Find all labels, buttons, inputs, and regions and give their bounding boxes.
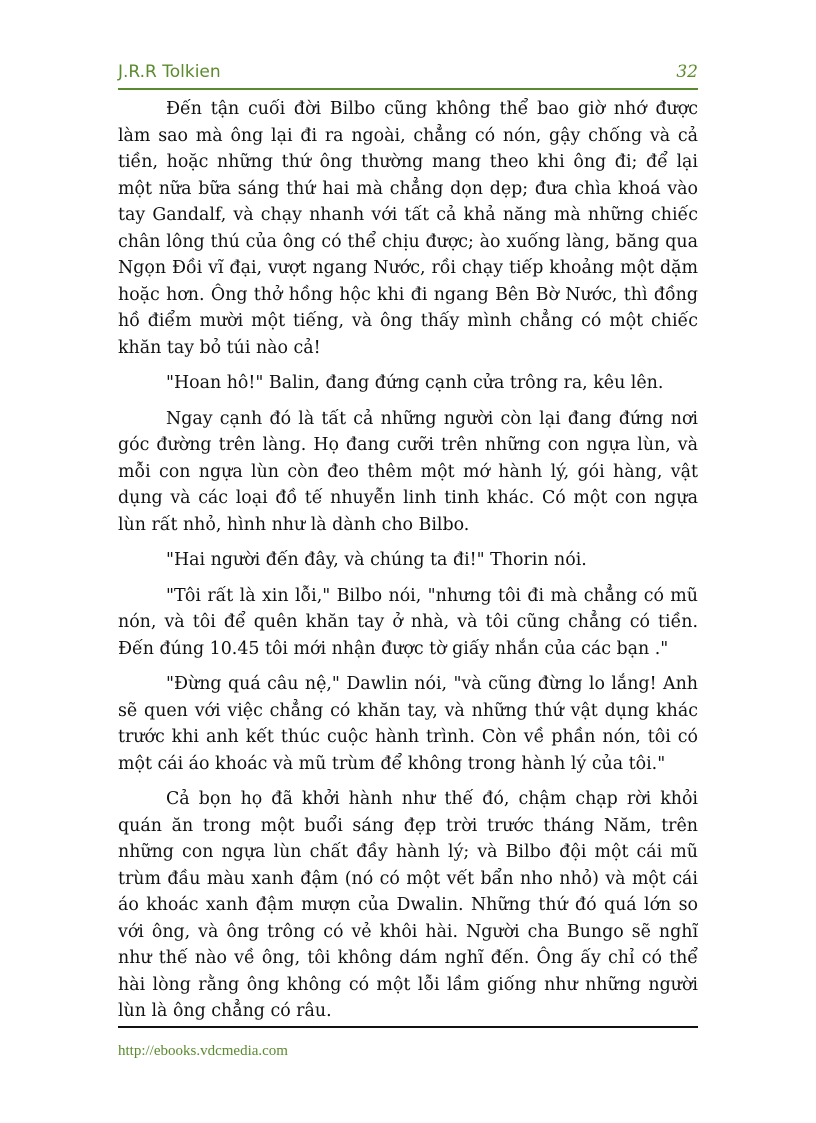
- page-header: [118, 62, 698, 90]
- paragraph: "Hai người đến đây, và chúng ta đi!" Thorin nói.: [166, 550, 587, 570]
- paragraph: Ngay cạnh đó là tất cả những người còn lại đang đứng nơi góc đường trên làng. Họ đang cưỡi trên những con ngựa lùn, và mỗi con ngựa lùn còn đeo thêm một mớ hành lý, gói hàng, vật dụng và các loại đồ tế nhuyễn linh tinh khác. Có một con ngựa lùn rất nhỏ, hình như là dành cho Bilbo.: [118, 408, 698, 535]
- footer-url-link[interactable]: http://ebooks.vdcmedia.com: [118, 1043, 288, 1059]
- paragraph: "Tôi rất là xin lỗi," Bilbo nói, "nhưng tôi đi mà chẳng có mũ nón, và tôi để quên khăn tay ở nhà, và tôi cũng chẳng có tiền. Đến đúng 10.45 tôi mới nhận được tờ giấy nhắn của các bạn .": [118, 585, 698, 659]
- paragraph: "Hoan hô!" Balin, đang đứng cạnh cửa trông ra, kêu lên.: [166, 373, 664, 393]
- paragraph: Cả bọn họ đã khởi hành như thế đó, chậm chạp rời khỏi quán ăn trong một buổi sáng đẹp trời trước tháng Năm, trên những con ngựa lùn chất đầy hành lý; và Bilbo đội một cái mũ trùm đầu màu xanh đậm (nó có một vết bẩn nho nhỏ) và một cái áo khoác xanh đậm mượn của Dwalin. Những thứ đó quá lớn so với ông, và ông trông có vẻ khôi hài. Người cha Bungo sẽ nghĩ như thế nào về ông, tôi không dám nghĩ đến. Ông ấy chỉ có thể hài lòng rằng ông không có một lỗi lầm giống như những người lùn là ông chẳng có râu.: [118, 789, 698, 1021]
- paragraph: "Đừng quá câu nệ," Dawlin nói, "và cũng đừng lo lắng! Anh sẽ quen với việc chẳng có khăn tay, và những thứ vật dụng khác trước khi anh kết thúc cuộc hành trình. Còn về phần nón, tôi có một cái áo khoác và mũ trùm để không trong hành lý của tôi.": [118, 674, 698, 774]
- page-number: 32: [676, 62, 698, 82]
- book-author: J.R.R Tolkien: [118, 62, 221, 82]
- paragraph: Đến tận cuối đời Bilbo cũng không thể bao giờ nhớ được làm sao mà ông lại đi ra ngoài, chẳng có nón, gậy chống và cả tiền, hoặc những thứ ông thường mang theo khi ông đi; để lại một nữa bữa sáng thứ hai mà chẳng dọn dẹp; đưa chìa khoá vào tay Gandalf, và chạy nhanh với tất cả khả năng mà những chiếc chân lông thú của ông có thể chịu được; ào xuống làng, băng qua Ngọn Đồi vĩ đại, vượt ngang Nước, rồi chạy tiếp khoảng một dặm hoặc hơn. Ông thở hồng hộc khi đi ngang Bên Bờ Nước, thì đồng hồ điểm mười một tiếng, và ông thấy mình chẳng có một chiếc khăn tay bỏ túi nào cả!: [118, 99, 698, 358]
- footer-divider: [118, 1026, 698, 1028]
- page-body: [118, 96, 698, 1034]
